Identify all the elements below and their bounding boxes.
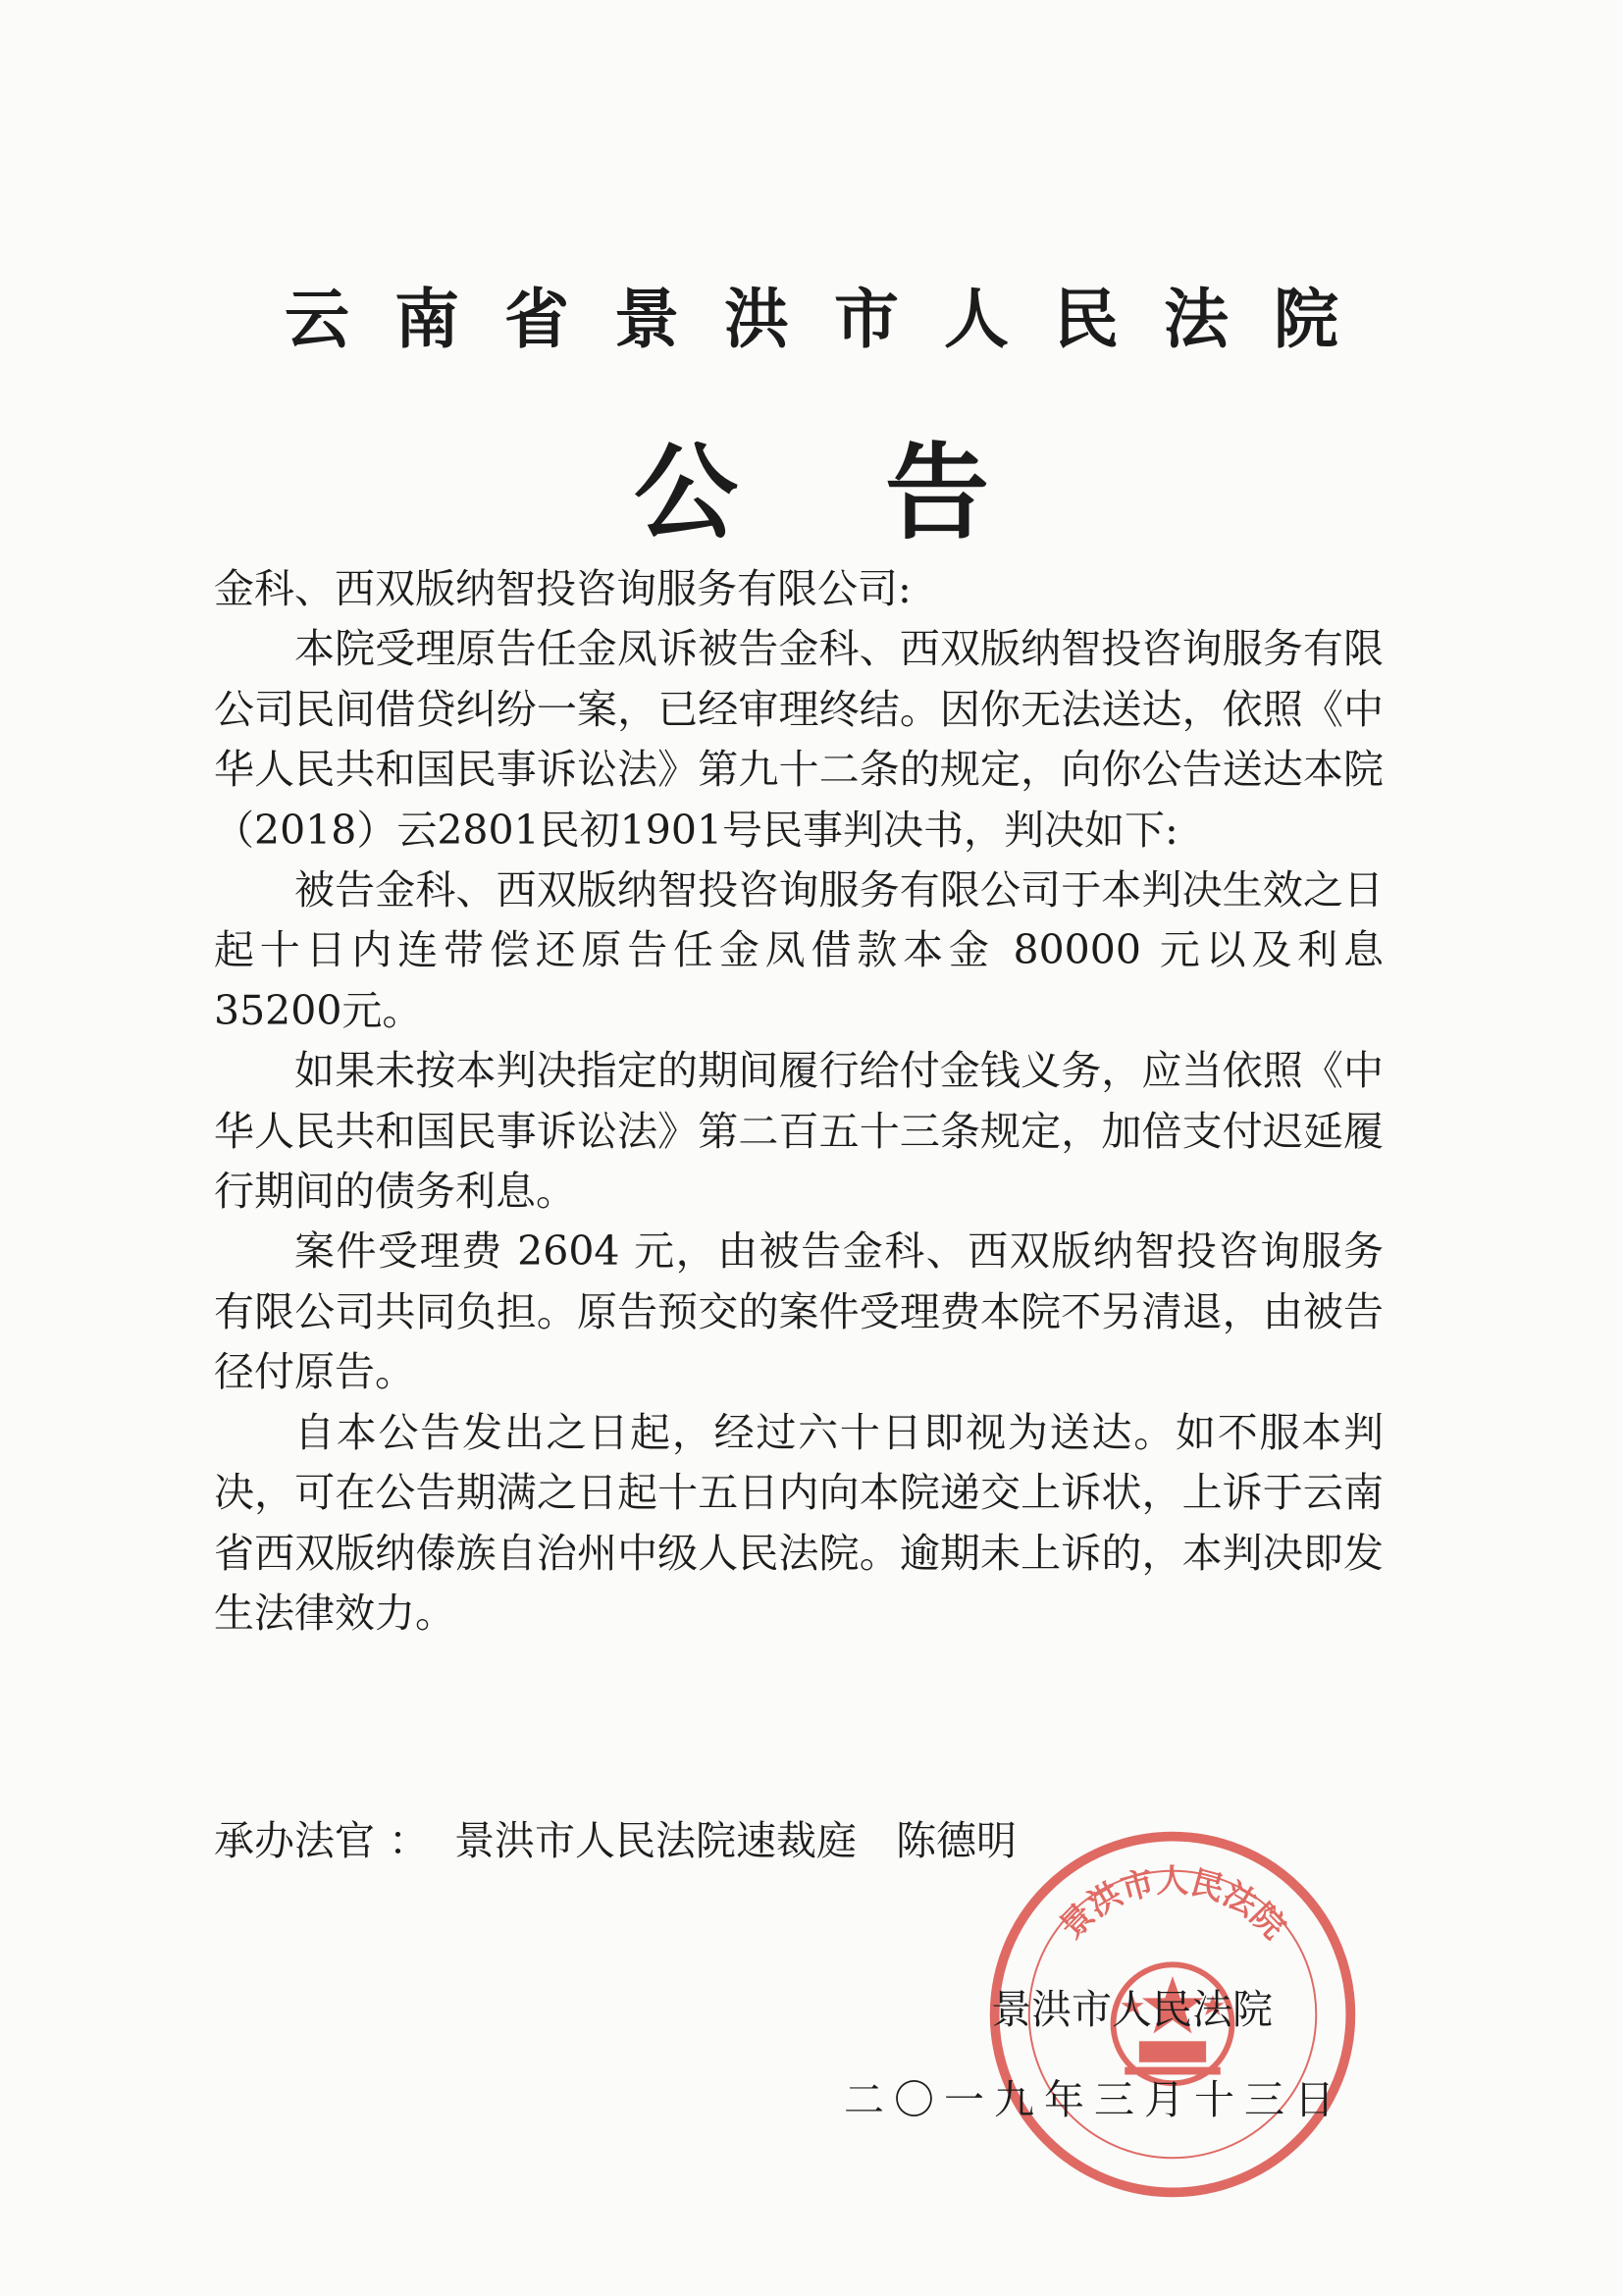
judge-name: 陈德明 — [896, 1817, 1017, 1864]
paragraph-case-fee: 案件受理费 2604 元，由被告金科、西双版纳智投咨询服务有限公司共同负担。原告预交的案件受理费本院不另清退，由被告径付原告。 — [214, 1227, 1384, 1396]
judge-department: 景洪市人民法院速裁庭 — [454, 1817, 857, 1864]
paragraph-late-interest: 如果未按本判决指定的期间履行给付金钱义务，应当依照《中华人民共和国民事诉讼法》第二百五十三条规定，加倍支付迟延履行期间的债务利息。 — [214, 1047, 1384, 1216]
seal-arc-text — [1052, 1861, 1293, 1946]
issue-date: 二〇一九年三月十三日 — [844, 2076, 1344, 2123]
presiding-judge-line — [214, 1811, 1017, 1871]
document-title: 公告 — [634, 431, 1136, 553]
paragraph-service-appeal: 自本公告发出之日起，经过六十日即视为送达。如不服本判决，可在公告期满之日起十五日内向本院递交上诉状，上诉于云南省西双版纳傣族自治州中级人民法院。逾期未上诉的，本判决即发生法律效力。 — [214, 1408, 1384, 1637]
notice-body — [214, 559, 1384, 1644]
judge-separator: ： — [389, 1817, 429, 1864]
court-name: 云南省景洪市人民法院 — [285, 281, 1384, 357]
paragraph-case-intro: 本院受理原告任金凤诉被告金科、西双版纳智投咨询服务有限公司民间借贷纠纷一案，已经审理终结。因你无法送达，依照《中华人民共和国民事诉讼法》第九十二条的规定，向你公告送达本院（2018）云2801民初1901号民事判决书，判决如下: — [214, 625, 1384, 854]
seal-arc-textpath: 景洪市人民法院 — [1051, 1861, 1294, 1947]
judge-label: 承办法官 — [214, 1817, 375, 1864]
paragraph-judgment: 被告金科、西双版纳智投咨询服务有限公司于本判决生效之日起十日内连带偿还原告任金凤借款本金 80000 元以及利息 35200元。 — [214, 866, 1384, 1034]
addressee: 金科、西双版纳智投咨询服务有限公司: — [214, 565, 912, 612]
emblem-gate — [1139, 2041, 1206, 2061]
issuing-court: 景洪市人民法院 — [991, 1986, 1273, 2033]
